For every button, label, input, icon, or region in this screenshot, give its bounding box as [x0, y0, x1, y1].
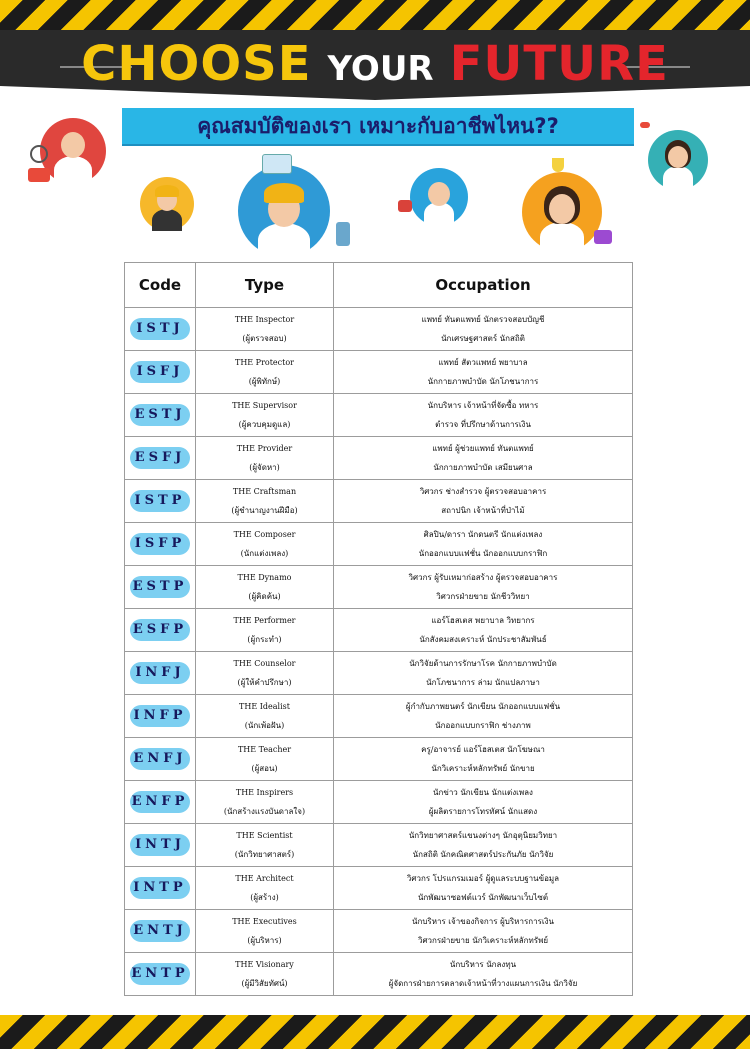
occupation-cell — [334, 437, 633, 480]
type-name: THE Inspector — [234, 315, 295, 324]
occupation-line-2: นักออกแบบกราฟิก ช่างภาพ — [435, 721, 531, 730]
table-row — [125, 308, 633, 351]
table-row — [125, 867, 633, 910]
occupation-cell — [334, 652, 633, 695]
code-badge: INFJ — [130, 662, 190, 684]
occupation-line-1: วิศวกร ผู้รับเหมาก่อสร้าง ผู้ตรวจสอบอาคาร — [408, 573, 558, 582]
pill-icon — [640, 122, 650, 128]
type-cell — [196, 910, 334, 953]
header-occupation: Occupation — [334, 263, 633, 308]
occupation-line-2: ตำรวจ ที่ปรึกษาด้านการเงิน — [435, 420, 531, 429]
type-name: THE Protector — [234, 358, 294, 367]
table-row — [125, 824, 633, 867]
occupation-line-2: วิศวกรฝ่ายขาย นักวิเคราะห์หลักทรัพย์ — [417, 936, 549, 945]
code-cell — [125, 480, 196, 523]
occupation-line-1: แพทย์ สัตวแพทย์ พยาบาล — [438, 358, 528, 367]
occupation-cell — [334, 523, 633, 566]
occupation-cell — [334, 308, 633, 351]
occupation-line-1: ศิลปิน/ดารา นักดนตรี นักแต่งเพลง — [423, 530, 543, 539]
code-cell — [125, 953, 196, 996]
occupation-line-1: ครู/อาจารย์ แอร์โฮสเตส นักโฆษณา — [421, 745, 545, 754]
occupation-cell — [334, 781, 633, 824]
code-cell — [125, 652, 196, 695]
type-thai: (ผู้คิดค้น) — [248, 592, 281, 601]
type-name: THE Supervisor — [232, 401, 297, 410]
occupation-line-1: นักข่าว นักเขียน นักแต่งเพลง — [433, 788, 533, 797]
flask-icon — [552, 158, 564, 172]
occupation-cell — [334, 394, 633, 437]
occupation-line-2: นักพัฒนาซอฟต์แวร์ นักพัฒนาเว็บไซต์ — [417, 893, 549, 902]
code-badge: ISTJ — [130, 318, 190, 340]
code-badge: ESTJ — [130, 404, 190, 426]
table-row — [125, 695, 633, 738]
occupation-cell — [334, 695, 633, 738]
code-badge: ESFJ — [130, 447, 190, 469]
code-cell — [125, 566, 196, 609]
occupation-line-2: นักเศรษฐศาสตร์ นักสถิติ — [441, 334, 525, 343]
nurse-illustration — [410, 168, 468, 226]
code-cell — [125, 824, 196, 867]
table-row — [125, 953, 633, 996]
type-thai: (ผู้สร้าง) — [250, 893, 279, 902]
type-cell — [196, 867, 334, 910]
occupation-line-2: นักวิเคราะห์หลักทรัพย์ นักขาย — [431, 764, 535, 773]
code-badge: INTJ — [130, 834, 190, 856]
occupation-cell — [334, 910, 633, 953]
occupation-line-1: นักวิจัยด้านการรักษาโรค นักกายภาพบำบัด — [409, 659, 557, 668]
type-name: THE Scientist — [236, 831, 293, 840]
type-name: THE Counselor — [233, 659, 296, 668]
occupation-line-2: นักกายภาพบำบัด เสมียนศาล — [433, 463, 533, 472]
header-code: Code — [125, 263, 196, 308]
occupation-line-1: แอร์โฮสเตส พยาบาล วิทยากร — [431, 616, 535, 625]
table-row — [125, 609, 633, 652]
scientist-illustration — [522, 172, 602, 252]
type-name: THE Architect — [235, 874, 294, 883]
type-thai: (ผู้ตรวจสอบ) — [242, 334, 287, 343]
occupation-line-1: แพทย์ ผู้ช่วยแพทย์ ทันตแพทย์ — [432, 444, 534, 453]
occupation-line-2: นักสถิติ นักคณิตศาสตร์ประกันภัย นักวิจัย — [412, 850, 554, 859]
type-name: THE Composer — [233, 530, 296, 539]
table-row — [125, 480, 633, 523]
table-row — [125, 738, 633, 781]
code-cell — [125, 609, 196, 652]
type-name: THE Idealist — [239, 702, 290, 711]
type-cell — [196, 695, 334, 738]
table-row — [125, 781, 633, 824]
code-badge: ENTJ — [130, 920, 190, 942]
code-badge: ENTP — [130, 963, 190, 985]
type-name: THE Executives — [232, 917, 297, 926]
monitor-icon — [28, 168, 50, 182]
occupation-line-1: นักบริหาร นักลงทุน — [449, 960, 517, 969]
engineer-illustration — [238, 165, 330, 257]
title-future: FUTURE — [449, 36, 669, 92]
pharmacist-illustration — [648, 130, 708, 190]
code-badge: INTP — [130, 877, 190, 899]
occupation-line-2: นักสังคมสงเคราะห์ นักประชาสัมพันธ์ — [419, 635, 547, 644]
type-thai: (ผู้พิทักษ์) — [248, 377, 281, 386]
code-cell — [125, 867, 196, 910]
table-row — [125, 351, 633, 394]
occupation-cell — [334, 953, 633, 996]
code-cell — [125, 308, 196, 351]
type-name: THE Craftsman — [232, 487, 297, 496]
occupation-cell — [334, 480, 633, 523]
occupation-line-1: วิศวกร ช่างสำรวจ ผู้ตรวจสอบอาคาร — [419, 487, 547, 496]
type-thai: (นักเพ้อฝัน) — [244, 721, 285, 730]
type-thai: (ผู้บริหาร) — [247, 936, 282, 945]
medical-bag-icon — [398, 200, 412, 212]
occupation-cell — [334, 566, 633, 609]
code-badge: ISFP — [130, 533, 190, 555]
type-thai: (นักวิทยาศาสตร์) — [234, 850, 295, 859]
type-cell — [196, 566, 334, 609]
type-cell — [196, 781, 334, 824]
code-badge: ESTP — [130, 576, 190, 598]
page-title — [0, 36, 750, 92]
code-cell — [125, 910, 196, 953]
type-thai: (นักแต่งเพลง) — [240, 549, 289, 558]
type-thai: (ผู้ให้คำปรึกษา) — [237, 678, 292, 687]
occupation-line-2: นักออกแบบแฟชั่น นักออกแบบกราฟิก — [418, 549, 548, 558]
type-cell — [196, 652, 334, 695]
occupation-line-1: นักวิทยาศาสตร์แขนงต่างๆ นักอุตุนิยมวิทยา — [408, 831, 558, 840]
building-icon — [336, 222, 350, 246]
type-cell — [196, 824, 334, 867]
occupation-line-2: วิศวกรฝ่ายขาย นักชีววิทยา — [436, 592, 530, 601]
title-choose: CHOOSE — [81, 36, 312, 92]
code-cell — [125, 781, 196, 824]
type-name: THE Provider — [236, 444, 293, 453]
occupation-line-2: ผู้จัดการฝ่ายการตลาดเจ้าหน้าที่วางแผนการเงิน นักวิจัย — [388, 979, 578, 988]
type-thai: (ผู้ควบคุมดูแล) — [238, 420, 291, 429]
occupation-line-1: วิศวกร โปรแกรมเมอร์ ผู้ดูแลระบบฐานข้อมูล — [406, 874, 560, 883]
blueprint-icon — [262, 154, 292, 174]
occupation-line-2: ผู้ผลิตรายการโทรทัศน์ นักแสดง — [428, 807, 538, 816]
table-row — [125, 566, 633, 609]
type-cell — [196, 953, 334, 996]
code-badge: INFP — [130, 705, 190, 727]
occupation-line-1: แพทย์ ทันตแพทย์ นักตรวจสอบบัญชี — [421, 315, 545, 324]
occupation-line-1: ผู้กำกับภาพยนตร์ นักเขียน นักออกแบบแฟชั่น — [405, 702, 561, 711]
occupation-line-1: นักบริหาร เจ้าหน้าที่จัดซื้อ ทหาร — [427, 401, 539, 410]
header-type: Type — [196, 263, 334, 308]
occupation-cell — [334, 738, 633, 781]
subtitle-banner: คุณสมบัติของเรา เหมาะกับอาชีพไหน?? — [122, 108, 634, 144]
type-thai: (ผู้กระทำ) — [247, 635, 282, 644]
table-row — [125, 394, 633, 437]
occupation-cell — [334, 609, 633, 652]
top-hazard-stripe — [0, 0, 750, 30]
bottom-hazard-stripe — [0, 1015, 750, 1049]
type-cell — [196, 738, 334, 781]
code-cell — [125, 394, 196, 437]
occupation-cell — [334, 867, 633, 910]
type-cell — [196, 480, 334, 523]
code-cell — [125, 351, 196, 394]
type-cell — [196, 437, 334, 480]
code-cell — [125, 437, 196, 480]
occupation-cell — [334, 351, 633, 394]
type-name: THE Performer — [233, 616, 296, 625]
type-cell — [196, 394, 334, 437]
title-your: YOUR — [327, 49, 434, 89]
table-row — [125, 437, 633, 480]
type-cell — [196, 523, 334, 566]
table-row — [125, 652, 633, 695]
code-cell — [125, 738, 196, 781]
type-name: THE Inspirers — [235, 788, 294, 797]
occupation-line-2: นักโภชนาการ ล่าม นักแปลภาษา — [426, 678, 540, 687]
type-cell — [196, 351, 334, 394]
table-row — [125, 910, 633, 953]
type-name: THE Teacher — [237, 745, 292, 754]
type-thai: (ผู้มีวิสัยทัศน์) — [241, 979, 288, 988]
type-thai: (นักสร้างแรงบันดาลใจ) — [223, 807, 306, 816]
type-thai: (ผู้จัดหา) — [249, 463, 280, 472]
occupation-cell — [334, 824, 633, 867]
occupation-line-2: สถาปนิก เจ้าหน้าที่ป่าไม้ — [441, 506, 525, 515]
code-badge: ISFJ — [130, 361, 190, 383]
type-cell — [196, 609, 334, 652]
type-name: THE Visionary — [235, 960, 294, 969]
code-badge: ISTP — [130, 490, 190, 512]
businessman-illustration — [140, 177, 194, 231]
table-header-row — [125, 263, 633, 308]
stethoscope-icon — [30, 145, 48, 163]
code-cell — [125, 523, 196, 566]
occupation-line-2: นักกายภาพบำบัด นักโภชนาการ — [427, 377, 539, 386]
code-cell — [125, 695, 196, 738]
type-thai: (ผู้สอน) — [251, 764, 278, 773]
code-badge: ESFP — [130, 619, 190, 641]
type-name: THE Dynamo — [237, 573, 292, 582]
code-badge: ENFJ — [130, 748, 190, 770]
mbti-occupation-table — [124, 262, 633, 996]
occupation-line-1: นักบริหาร เจ้าของกิจการ ผู้บริหารการเงิน — [412, 917, 554, 926]
table-row — [125, 523, 633, 566]
type-cell — [196, 308, 334, 351]
code-badge: ENFP — [130, 791, 190, 813]
test-tubes-icon — [594, 230, 612, 244]
type-thai: (ผู้ชำนาญงานฝีมือ) — [231, 506, 298, 515]
